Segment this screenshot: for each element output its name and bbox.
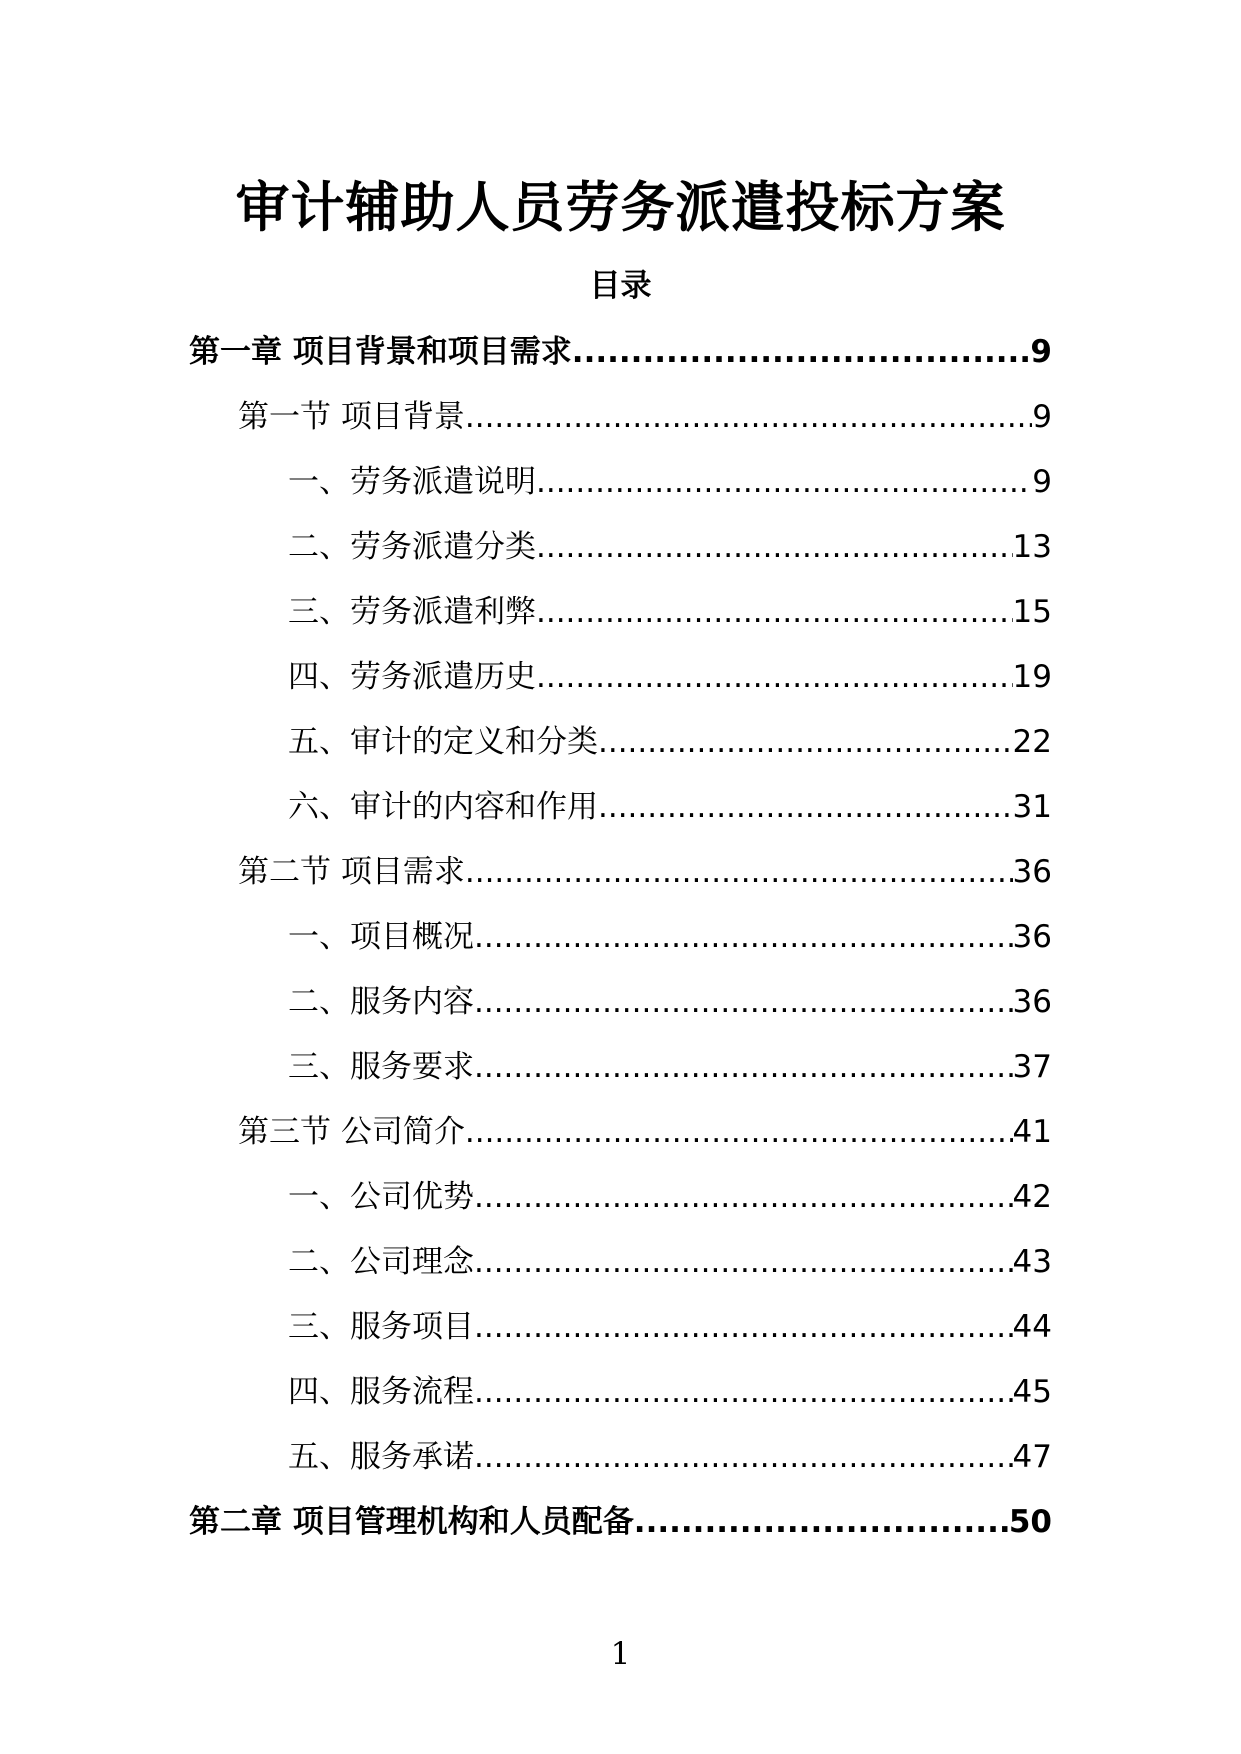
toc-entry-page: 9 — [1032, 399, 1052, 435]
toc-entry-label: 五、审计的定义和分类 — [288, 724, 598, 760]
toc-dot-leader — [474, 1175, 1013, 1219]
toc-entry[interactable] — [288, 655, 1052, 699]
toc-entry-label: 四、服务流程 — [288, 1374, 474, 1410]
toc-entry-label: 第一节 项目背景 — [238, 399, 465, 435]
toc-entry[interactable] — [288, 915, 1052, 959]
toc-entry-page: 50 — [1008, 1504, 1052, 1540]
toc-entry[interactable] — [288, 720, 1052, 764]
toc-entry[interactable] — [288, 1370, 1052, 1414]
toc-entry[interactable] — [189, 1500, 1052, 1544]
toc-entry-label: 一、劳务派遣说明 — [288, 464, 536, 500]
toc-dot-leader — [572, 330, 1031, 374]
toc-entry[interactable] — [288, 1045, 1052, 1089]
toc-entry-label: 三、服务要求 — [288, 1049, 474, 1085]
toc-entry-page: 42 — [1012, 1179, 1052, 1215]
toc-entry-page: 37 — [1012, 1049, 1052, 1085]
toc-dot-leader — [465, 850, 1013, 894]
toc-dot-leader — [536, 655, 1013, 699]
toc-entry-page: 45 — [1012, 1374, 1052, 1410]
toc-entry-page: 36 — [1012, 854, 1052, 890]
toc-dot-leader — [634, 1500, 1009, 1544]
toc-entry[interactable] — [288, 590, 1052, 634]
toc-entry-label: 第二章 项目管理机构和人员配备 — [189, 1504, 634, 1540]
toc-entry-label: 第三节 公司简介 — [238, 1114, 465, 1150]
toc-dot-leader — [474, 1045, 1013, 1089]
toc-entry[interactable] — [238, 395, 1052, 439]
toc-entry-page: 9 — [1032, 464, 1052, 500]
toc-entry-page: 43 — [1012, 1244, 1052, 1280]
toc-entry-label: 一、公司优势 — [288, 1179, 474, 1215]
toc-entry-page: 44 — [1012, 1309, 1052, 1345]
toc-dot-leader — [474, 980, 1013, 1024]
toc-dot-leader — [474, 1370, 1013, 1414]
toc-entry-page: 36 — [1012, 984, 1052, 1020]
toc-dot-leader — [598, 785, 1013, 829]
toc-entry[interactable] — [288, 980, 1052, 1024]
toc-entry-label: 六、审计的内容和作用 — [288, 789, 598, 825]
toc-dot-leader — [474, 1305, 1013, 1349]
toc-entry-label: 五、服务承诺 — [288, 1439, 474, 1475]
toc-entry-page: 15 — [1012, 594, 1052, 630]
toc-dot-leader — [474, 1240, 1013, 1284]
toc-heading: 目录 — [589, 268, 652, 304]
toc-entry-label: 第二节 项目需求 — [238, 854, 465, 890]
toc-entry[interactable] — [238, 1110, 1052, 1154]
toc-entry-page: 13 — [1012, 529, 1052, 565]
toc-entry-page: 36 — [1012, 919, 1052, 955]
toc-entry-page: 31 — [1012, 789, 1052, 825]
toc-entry[interactable] — [288, 1175, 1052, 1219]
toc-dot-leader — [465, 1110, 1013, 1154]
toc-entry-label: 二、公司理念 — [288, 1244, 474, 1280]
document-title: 审计辅助人员劳务派遣投标方案 — [235, 176, 1006, 239]
toc-entry-label: 二、服务内容 — [288, 984, 474, 1020]
toc-entry-label: 三、劳务派遣利弊 — [288, 594, 536, 630]
toc-entry[interactable] — [288, 1435, 1052, 1479]
toc-dot-leader — [598, 720, 1013, 764]
toc-entry-page: 22 — [1012, 724, 1052, 760]
toc-entry[interactable] — [288, 1305, 1052, 1349]
toc-entry[interactable] — [288, 460, 1052, 504]
toc-entry-label: 四、劳务派遣历史 — [288, 659, 536, 695]
toc-entry-page: 9 — [1030, 334, 1052, 370]
toc-entry[interactable] — [189, 330, 1052, 374]
toc-entry-page: 47 — [1012, 1439, 1052, 1475]
page-number: 1 — [610, 1636, 631, 1672]
toc-entry[interactable] — [288, 785, 1052, 829]
toc-entry-label: 二、劳务派遣分类 — [288, 529, 536, 565]
toc-dot-leader — [474, 1435, 1013, 1479]
toc-dot-leader — [536, 460, 1032, 504]
toc-entry-label: 三、服务项目 — [288, 1309, 474, 1345]
toc-entry-label: 一、项目概况 — [288, 919, 474, 955]
toc-entry[interactable] — [238, 850, 1052, 894]
toc-dot-leader — [536, 525, 1013, 569]
toc-dot-leader — [536, 590, 1013, 634]
toc-entry[interactable] — [288, 525, 1052, 569]
toc-entry-page: 41 — [1012, 1114, 1052, 1150]
toc-entry-page: 19 — [1012, 659, 1052, 695]
toc-dot-leader — [465, 395, 1032, 439]
toc-dot-leader — [474, 915, 1013, 959]
toc-entry-label: 第一章 项目背景和项目需求 — [189, 334, 572, 370]
toc-entry[interactable] — [288, 1240, 1052, 1284]
